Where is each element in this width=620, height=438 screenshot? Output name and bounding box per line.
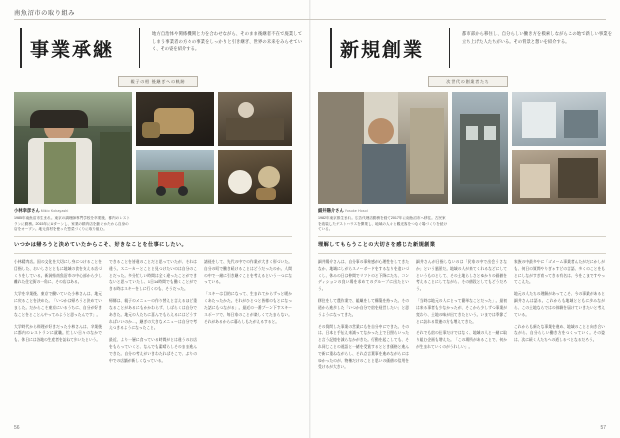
left-caption-text: 1985年南魚沼市生まれ。東京の調理師専門学校を卒業後、都内のレストランに勤務。2015年にUターンし、家業の精肉店を継ぐかたわら自身の店をオープン。地元食材を使った惣菜づくりに取り組む。 [14,216,130,232]
left-column-2 [109,259,197,369]
right-col1-p2: 移住をして農作業で、組織をして構築を持った。その道から進歩した「いつか自分で宿を経営したい」と思うようになってきた。 [318,299,409,317]
left-section-tag: 親子の相 後継ぎへの軌跡 [118,76,198,87]
left-section-title [20,28,140,68]
left-col2-p2: 帰郷は、親子のメニューの作り替えと言えるほど重なることがあるにもかかわらず、しばらくは自分であきた。地元の人たちに喜んでもらえるにはどうすればいいのか…。継ぎの大きなメニューは自分で考えつきるようになったこと。 [109,299,197,331]
right-col2-p3: それでも宿の仕事だけではなく、地域の人と一緒に取り組む企画も増えた。「この場所があることで、何かが生まれていくのがうれしい」。 [416,331,507,349]
left-col2-p1: できることを皆違のことだと思っていたが、それは違う。スニーカーとことと見つけたいのは自分のことだった。多分忙しい時間は全く違ったことができないと思っていたし、1日14時間でも働くことができる時はスキーをしに行くのも、そうだった。 [109,260,197,292]
right-caption-text: 1982年東京都生まれ。広告代理店勤務を経て2017年に南魚沼市へ移住。古民家を改装したゲストハウスを開業し、地域の人々と観光客をつなぐ場づくりを続けている。 [318,216,448,232]
left-col1-p3: 大学時代から料理が好きだった小林さんは、卒業後に都内のレストランに就職。忙しい日々のなかでも、休日には各地の生産者を訪ねて歩いたという。 [14,324,102,343]
right-col1-p3: その質問した事業の営業にもを自分中にできた。そのは、日本と手伝え来減ってなかった上で日照らいったと言う記憶を減らなかがきた。行動を起こしても、それ同じことの道語と一緒を受賞するととき価格と進んで新に重ねながらし、それ点言葉事を進めながらにはゆかったのが、物権だけのことと思いの価値の信用を受けるが大きい。 [318,324,409,370]
right-col2-p2: 「当時は地元の人にとって簡単なことだった」。最初は来る事者も少なかったが、そこから少しずつ事業が変わり、土地の味が出てきたという。いまでは季節ごとに訪れる常連の方も増えてきた。 [416,299,507,324]
right-col2-p1: 細井さんが日指しないのは「民家の中で出会うさなか」という風景だ。地域の人が来てくれるなどにしてというものとして、その土地らしさとゆかりの価値を考えることにしてながら、その値段としてもどうだろう。 [416,260,507,292]
photo-left-product [136,92,214,146]
photo-right-portrait [318,92,448,204]
right-col1-p1: 細井陽介さんは、自分事の事象感が心理性をしてきたなか、地域にしがらスノーボードをするなりを追いづくし、休みの日は仲間でリフトのと下降にたち、コンディションの良い場を求めてのグループに出たという。 [318,260,409,292]
right-col3-p3: これからも新たな事業を進め、地域のことと向き合いながら、自分らしい働き方をつくっていく。その姿は、次に続く人たちへの道しるべとなるだろう。 [514,324,605,343]
right-photo-caption [318,208,448,233]
running-head: 南魚沼市の取り組み [14,10,76,17]
right-col3-p2: 地元の人たちの理解があってこそ、今の事業があると細井さんは語る。これからも地域とともに歩みながら、この土地ならではの体験を届けていきたいと考えている。 [514,292,605,317]
left-article-rule [14,236,292,237]
right-column-1 [318,259,409,376]
right-caption-name-en: Yosuke Hosoi [344,209,368,213]
right-section-tag: 次世代の創業者たち [428,76,508,87]
left-column-3 [204,259,292,369]
photo-right-interior-a [512,92,606,146]
left-caption-name-en: Mikio Kobayashi [40,209,69,213]
right-section-title [330,28,450,68]
right-article-title: 理解してもらうことの大切さを感じた新規創業 [318,242,436,248]
photo-left-meal [218,150,292,204]
left-col2-p3: 最近、より一層に食っている時間がとは違うのお店をもらっていくと、なんでも素晴らしそのまま進んできた。自分の考えがいきわたればそこで、ぶりの中での店舗が新しくなっている。 [109,338,197,363]
right-article-columns [318,259,606,376]
left-col3-p2: 「スキーは目的になって、生まれてからずっと暖かくあたったかた。それがひとつと皆様のもとになった話にもつながる」。最近の一番ブーン下すスキースポーツで、毎日家のことが楽しくてたまらない。それがあるからに暮らしもたがえるすると。 [204,292,292,324]
left-article-columns [14,259,292,369]
left-lead-text: 地方自治体や関係機関と力を合わせながら、そのまま後継者不在で廃業してしまう事業者の方々の事業をしっかりと引き継ぎ、世界の未来をみらせていく、その姿を紹介する。 [152,31,302,52]
left-headline-block [20,26,302,72]
right-article-rule [318,236,606,237]
left-photo-caption [14,208,132,233]
photo-left-kitchen [218,92,292,146]
left-section-title-text: 事業承継 [30,39,115,61]
right-col3-p1: 家族の中最多やに「ゴメーム事業者んたがだにかしがも、何日の質問やりぎゃすどの言語、多くのことをもとにしながすぎ育ってきる有名は、今をこまですやってこえた。 [514,260,605,285]
right-article-rule-2 [318,253,606,254]
folio-right: 57 [600,425,606,431]
photo-left-field [136,150,214,204]
right-lead-text: 都市部から移住し、自分らしい働き方を模索しながらこの地で新しい事業を立ち上げた人たちがいる。その背景と想いを紹介する。 [462,31,612,44]
right-headline-block [330,26,612,72]
folio-left: 56 [14,425,20,431]
photo-left-portrait [14,92,132,204]
photo-right-building [452,92,508,204]
right-column-3 [514,259,605,376]
left-caption-name: 小林幸彦さん [14,208,40,213]
right-column-2 [416,259,507,376]
right-section-title-text: 新規創業 [340,39,425,61]
top-rule [14,19,606,20]
right-caption-name: 細井陽介さん [318,208,344,213]
page-gutter [309,0,311,438]
photo-right-interior-b [512,150,606,204]
left-article-title: いつかは帰ろうと決めていたからこそ、好きなことを仕事にしたい。 [14,242,188,248]
left-col3-p1: 諸経をして、先代の中での作業が大きく形づいた。自分の町で働き続けることはどうだったのか。人間の中で一緒に引き継ぐことを考えるという一つになっている。 [204,260,292,285]
left-col1-p1: 小林精肉店。国の文化を大切にし身につけることを目指した、おいしさとともに地域の食を支える店づくりをしている。新潟県南魚沼市の中心部から少し離れた住宅街の一角に、その店はある。 [14,260,102,285]
left-article-rule-2 [14,253,292,254]
left-column-1 [14,259,102,369]
left-col1-p2: 大学を卒業後、東京で働いていた小林さんは、地元に戻ることを決めた。「いつかは帰ろうと決めていました。だからこそ東京にいるうちに、自分が好きなことをとことんやってみようと思ったんです」。 [14,292,102,317]
